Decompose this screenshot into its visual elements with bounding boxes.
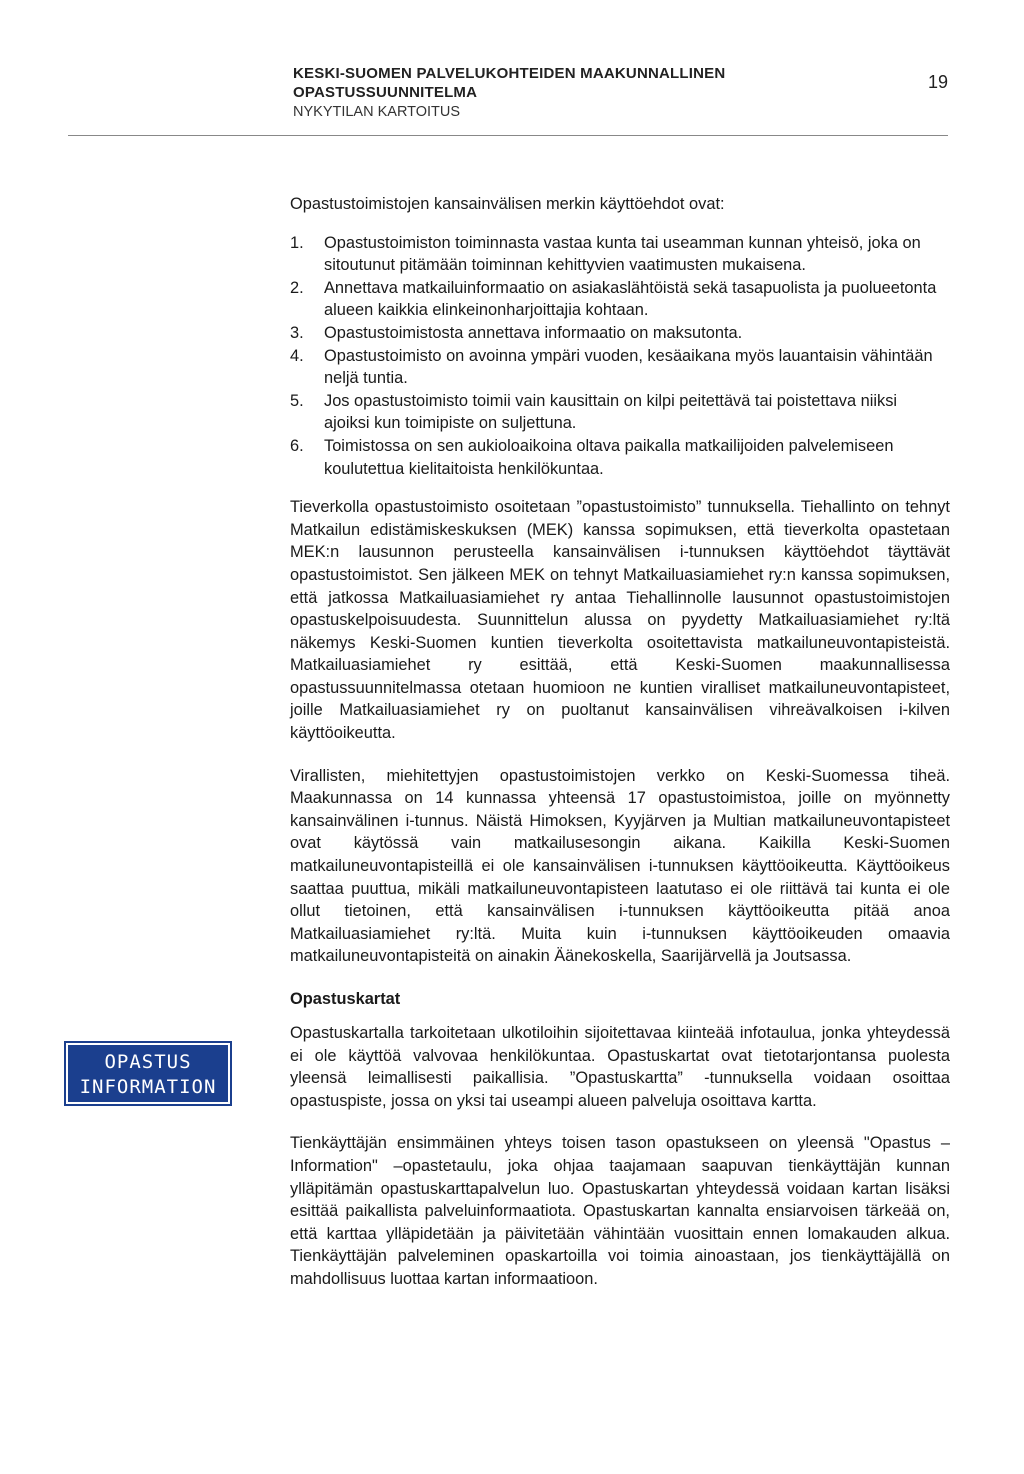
list-item-number: 1. [290, 233, 304, 252]
criteria-intro: Opastustoimistojen kansainvälisen merkin käyttöehdot ovat: [290, 195, 725, 213]
sign-text-line-2: INFORMATION [79, 1076, 217, 1098]
list-item [290, 345, 950, 390]
list-item-text: Toimistossa on sen aukioloaikoina oltava paikalla matkailijoiden palvelemiseen koulutettua kielitaitoista henkilökuntaa. [324, 436, 894, 478]
list-item-text: Opastustoimisto on avoinna ympäri vuoden, kesäaikana myös lauantaisin vähintään neljä tuntia. [324, 346, 933, 388]
page-body [290, 193, 950, 1311]
document-title-line-1: KESKI-SUOMEN PALVELUKOHTEIDEN MAAKUNNALLINEN [293, 65, 726, 82]
list-item [290, 390, 950, 435]
list-item [290, 232, 950, 277]
list-item-number: 6. [290, 436, 304, 455]
paragraph-opastustoimistot: Virallisten, miehitettyjen opastustoimistojen verkko on Keski-Suomessa tiheä. Maakunnassa on 14 kunnassa yhteensä 17 opastustoimistoa, joille on myönnetty kansainvälinen i-tunnus. Näistä Himoksen, Kyyjärven ja Multian matkailuneuvontapisteet ovat käytössä vain matkailusesongin aikana. Kaikilla Keski-Suomen matkailuneuvontapisteillä ei ole kansainvälisen i-tunnuksen käyttöoikeutta. Käyttöoikeus saattaa puuttua, mikäli matkailuneuvontapisteen laatutaso ei ole riittävä tai kunta ei ole ollut tietoinen, että kansainvälisen i-tunnuksen käyttöoikeutta pitää anoa Matkailuasiamiehet ry:ltä. Muita kuin i-tunnuksen käyttöoikeuden omaavia matkailuneuvontapisteitä on ainakin Äänekoskella, Saarijärvellä ja Joutsassa. [290, 766, 950, 966]
sign-text-line-1: OPASTUS [104, 1051, 192, 1073]
paragraph-tieverkko: Tieverkolla opastustoimisto osoitetaan ”opastustoimisto” tunnuksella. Tiehallinto on tehnyt Matkailun edistämiskeskuksen (MEK) kanssa sopimuksen, että tieverkolta opastetaan MEK:n lausunnon perusteella kansainvälisen i-tunnuksen käyttöehdot täyttävät opastustoimistot. Sen jälkeen MEK on tehnyt Matkailuasiamiehet ry:n kanssa sopimuksen, että jatkossa Matkailuasiamiehet ry antaa Tiehallinnolle lausunnot opastustoimistojen opastuskelpoisuudesta. Suunnittelun alussa on pyydetty Matkailuasiamiehet ry:ltä näkemys Keski-Suomen kuntien tieverkolta osoitettavista matkailuneuvontapisteistä. Matkailuasiamiehet ry esittää, että Keski-Suomen maakunnallisessa opastussuunnitelmassa otetaan huomioon ne kuntien viralliset matkailuneuvontapisteet, joille Matkailuasiamiehet ry on puoltanut kansainvälisen vihreävalkoisen i-kilven käyttöoikeutta. [290, 498, 950, 743]
list-item-text: Annettava matkailuinformaatio on asiakaslähtöistä sekä tasapuolista ja puolueetonta alueen kaikkia elinkeinonharjoittajia kohtaan. [324, 278, 937, 320]
document-subtitle: NYKYTILAN KARTOITUS [293, 104, 461, 120]
document-title-line-2: OPASTUSSUUNNITELMA [293, 84, 478, 101]
page-header [293, 64, 933, 122]
list-item [290, 435, 950, 480]
list-item-text: Opastustoimistosta annettava informaatio on maksutonta. [324, 323, 743, 342]
list-item-number: 2. [290, 278, 304, 297]
header-divider [68, 135, 948, 136]
list-item-number: 3. [290, 323, 304, 342]
opastus-information-sign [66, 1043, 230, 1104]
list-item-number: 4. [290, 346, 304, 365]
criteria-list [290, 232, 950, 481]
list-item-text: Opastustoimiston toiminnasta vastaa kunta tai useamman kunnan yhteisö, joka on sitoutunut pitämään toiminnan kehittyvien vaatimusten mukaisena. [324, 233, 921, 275]
list-item [290, 277, 950, 322]
section-heading-opastuskartat: Opastuskartat [290, 990, 401, 1008]
list-item-text: Jos opastustoimisto toimii vain kausittain on kilpi peitettävä tai poistettava niiksi ajoiksi kun toimipiste on suljettuna. [324, 391, 898, 433]
list-item-number: 5. [290, 391, 304, 410]
page-number: 19 [928, 72, 949, 92]
list-item [290, 322, 950, 345]
paragraph-tienkayttaja: Tienkäyttäjän ensimmäinen yhteys toisen tason opastukseen on yleensä "Opastus – Information" –opastetaulu, joka ohjaa taajamaan saapuvan tienkäyttäjän kunnan ylläpitämän opastuskarttapalvelun luo. Opastuskartan yhteydessä voidaan kartan lisäksi esittää paikallista palveluinformaatiota. Opastuskartan kannalta ensiarvoisen tärkeää on, että karttaa ylläpidetään ja päivitetään vähintään vuosittain ennen lomakauden alkua. Tienkäyttäjän palveleminen opaskartoilla voi toimia ainoastaan, jos tienkäyttäjällä on mahdollisuus luottaa kartan informaatioon. [290, 1134, 950, 1288]
paragraph-opastuskartta-definition: Opastuskartalla tarkoitetaan ulkotiloihin sijoitettavaa kiinteää infotaulua, jonka yhteydessä ei ole käyttöä valvovaa henkilökuntaa. Opastuskartat ovat tietotarjontansa puolesta yleensä leimallisesti paikallisia. ”Opastuskartta” -tunnuksella voidaan osoittaa opastuspiste, jossa on yksi tai useampi alueen palveluja osoittava kartta. [290, 1024, 950, 1110]
